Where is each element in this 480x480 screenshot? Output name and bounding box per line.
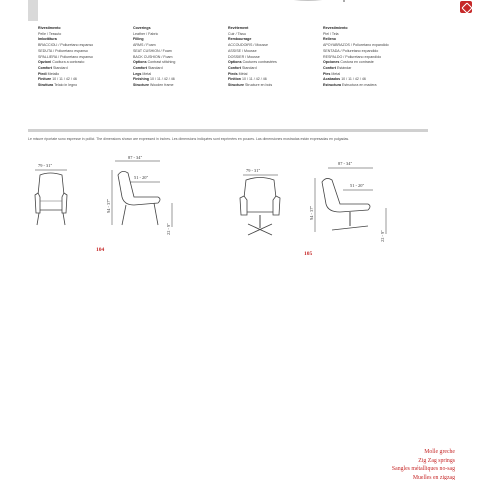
spec-value: DOSSIER / Mousse — [228, 54, 260, 59]
spec-value: SEAT CUSHION / Foam — [133, 48, 172, 53]
footer-springs-note — [392, 448, 455, 480]
spec-value: Cucitura a contrasto — [52, 60, 85, 65]
spec-value: Estructura en madera — [341, 83, 377, 88]
spec-key: Relleno — [323, 37, 336, 42]
height-dimension: 94 - 37" — [309, 205, 314, 220]
spec-value: Leather / Fabric — [133, 31, 159, 36]
spec-value: Cuir / Tissu — [228, 31, 246, 36]
seat-height-dimension: 22 - 9" — [380, 229, 385, 242]
spec-key: Opzioni — [38, 60, 52, 65]
spec-value: Structure en bois — [244, 83, 273, 88]
spec-value: Metal — [331, 71, 341, 76]
spec-value: SPALLIERA / Poliuretano espanso — [38, 54, 93, 59]
spec-value: Piel / Tela — [323, 31, 339, 36]
spec-title: Coverings — [133, 26, 151, 30]
spec-key: Legs — [133, 71, 142, 76]
spec-value: ACCOUDOIRS / Mousse — [228, 43, 268, 48]
spec-value: Standard — [52, 65, 68, 70]
spec-key: Structure — [228, 83, 244, 88]
section-divider — [28, 129, 428, 132]
spec-column-italian — [38, 26, 133, 89]
spec-key: Piedi — [38, 71, 47, 76]
spec-value: Telaio in legno — [54, 83, 78, 88]
spec-value: Metallo — [47, 71, 60, 76]
spec-key: Filling — [133, 37, 144, 42]
spec-key: Imbottitura — [38, 37, 57, 42]
model-105-drawing — [228, 160, 408, 250]
spec-key: Struttura — [38, 83, 54, 88]
spec-value: BRACCIOLI / Poliuretano espanso — [38, 43, 94, 48]
spec-value: 10 / 11 / 42 / 46 — [149, 77, 175, 82]
width-dimension: 79 - 31" — [246, 168, 261, 173]
spec-key: Options — [133, 60, 147, 65]
spec-value: SEDUTA / Poliuretano espanso — [38, 48, 88, 53]
footer-line: Sangles métalliques no-sag — [391, 466, 455, 473]
spec-key: Confort — [323, 65, 336, 70]
spec-title: Rivestimento — [38, 26, 61, 30]
left-accent-bar — [28, 0, 38, 21]
spec-value: Wooden frame — [149, 83, 174, 88]
model-104-label: 104 — [96, 247, 105, 253]
seat-depth-dimension: 51 - 20" — [134, 175, 149, 180]
spec-title: Revestimiento — [323, 26, 348, 30]
specifications — [38, 26, 430, 89]
spec-value: BACK CUSHION / Foam — [133, 54, 173, 59]
front-view-armchair — [35, 173, 67, 225]
spec-title: Revêtement — [228, 26, 249, 30]
spec-key: Estructura — [323, 83, 341, 88]
front-view-swivel-armchair — [240, 178, 280, 236]
depth-dimension: 87 - 34" — [338, 161, 353, 166]
spec-key: Pies — [323, 71, 331, 76]
spec-value: RESPALDO / Poliuretano expandido — [323, 54, 382, 59]
model-104-drawing — [30, 155, 190, 245]
seat-height-dimension: 22 - 9" — [166, 222, 171, 235]
model-105-label: 105 — [304, 251, 313, 257]
spec-value: Costura en contraste — [340, 60, 374, 65]
spec-value: SENTADA / Poliuretano expandido — [323, 48, 379, 53]
brand-badge-icon — [460, 1, 472, 13]
spec-value: 10 / 11 / 42 / 46 — [241, 77, 267, 82]
footer-line: Zig Zag springs — [418, 457, 455, 464]
spec-value: ASSISE / Mousse — [228, 48, 257, 53]
spec-column-french — [228, 26, 323, 89]
spec-column-english — [133, 26, 228, 89]
width-dimension: 79 - 31" — [38, 163, 53, 168]
depth-dimension: 87 - 34" — [128, 155, 143, 160]
footer-line: Muelles en zigzag — [412, 474, 455, 480]
spec-value: 10 / 11 / 42 / 46 — [52, 77, 77, 82]
spec-key: Finishing — [133, 77, 149, 82]
spec-key: Finition — [228, 77, 241, 82]
footer-line: Molle greche — [424, 449, 455, 455]
height-dimension: 94 - 37" — [106, 198, 111, 213]
spec-value: APOYABRAZOS / Poliuretano expandido — [323, 43, 389, 48]
spec-value: Contrast stitching — [147, 60, 176, 65]
spec-value: ARMS / Foam — [133, 43, 156, 48]
spec-value: Standard — [241, 65, 257, 70]
spec-value: Coutures contrastées — [242, 60, 277, 65]
spec-column-spanish — [323, 26, 418, 89]
spec-value: Metal — [142, 71, 152, 76]
spec-key: Confort — [228, 65, 241, 70]
spec-value: Métal — [238, 71, 248, 76]
top-image-edge — [268, 0, 348, 4]
spec-key: Opciones — [323, 60, 340, 65]
spec-key: Structure — [133, 83, 149, 88]
seat-depth-dimension: 51 - 20" — [350, 183, 365, 188]
spec-key: Acabados — [323, 77, 341, 82]
spec-value: 10 / 11 / 42 / 46 — [341, 77, 366, 82]
spec-value: Standard — [147, 65, 163, 70]
dimensions-note: Le misure riportate sono espresse in pollici. The dimensions shown are expressed in inches. Les dimensions indiquées sont exprimées en pouces. Las dimensiones mostradas están expresadas en pulgadas. — [28, 137, 350, 141]
spec-value: Pelle / Tessuto — [38, 31, 62, 36]
spec-key: Comfort — [133, 65, 147, 70]
spec-key: Pieds — [228, 71, 238, 76]
spec-key: Finiture — [38, 77, 52, 82]
spec-key: Comfort — [38, 65, 52, 70]
spec-key: Rembourrage — [228, 37, 252, 42]
spec-value: Estándar — [336, 65, 352, 70]
spec-key: Options — [228, 60, 242, 65]
